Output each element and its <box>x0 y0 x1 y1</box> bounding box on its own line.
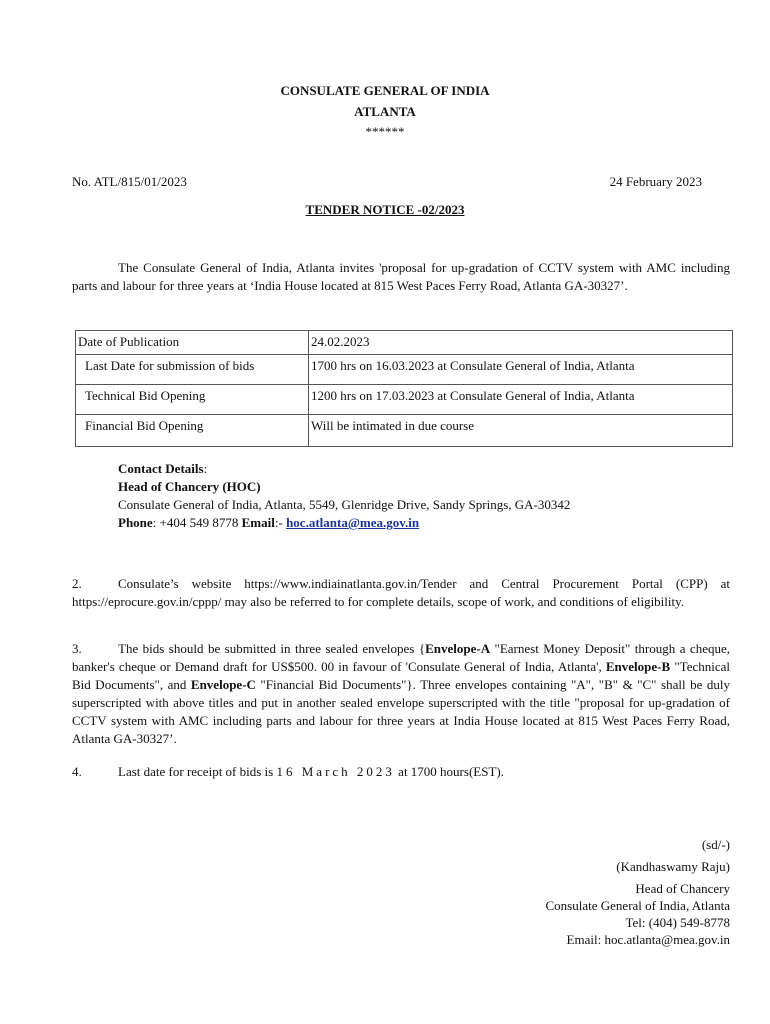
signatory-title: Head of Chancery <box>635 881 730 896</box>
table-row <box>76 331 733 355</box>
table-row <box>76 415 733 447</box>
paragraph-2 <box>72 575 730 611</box>
envelope-a-label: Envelope-A <box>425 641 491 656</box>
contact-address: Consulate General of India, Atlanta, 5549, Glenridge Drive, Sandy Springs, GA-30342 <box>118 497 571 512</box>
city-heading: ATLANTA <box>354 104 416 119</box>
notice-title: TENDER NOTICE -02/2023 <box>305 202 465 217</box>
schedule-label: Date of Publication <box>78 334 180 349</box>
table-row <box>76 355 733 385</box>
schedule-label: Last Date for submission of bids <box>85 358 255 373</box>
envelope-c-label: Envelope-C <box>190 677 256 692</box>
paragraph-2-number: 2. <box>72 576 82 591</box>
signatory-org: Consulate General of India, Atlanta <box>545 898 730 913</box>
email-label: Email <box>241 515 275 530</box>
signatory-email: Email: hoc.atlanta@mea.gov.in <box>566 932 730 947</box>
email-separator: :- <box>274 515 287 530</box>
table-row <box>76 385 733 415</box>
intro-text: The Consulate General of India, Atlanta invites 'proposal for up-gradation of CCTV system with AMC including parts and labour for three years at ‘India House located at 815 West Paces Ferry Road, Atlanta GA-30327’. <box>72 260 730 293</box>
phone-number: : +404 549 8778 <box>152 515 242 530</box>
signatory-name: (Kandhaswamy Raju) <box>616 859 730 874</box>
schedule-value: 1200 hrs on 17.03.2023 at Consulate General of India, Atlanta <box>311 388 635 403</box>
notice-date: 24 February 2023 <box>609 174 702 189</box>
schedule-value: 1700 hrs on 16.03.2023 at Consulate General of India, Atlanta <box>311 358 635 373</box>
paragraph-2-text: Consulate’s website https://www.indiainatlanta.gov.in/Tender and Central Procurement Portal (CPP) at https://eprocure.gov.in/cppp/ may also be referred to for complete details, scope of work, and conditions of eligibility. <box>72 576 730 609</box>
paragraph-4-number: 4. <box>72 764 82 779</box>
signature-sd: (sd/-) <box>701 837 730 852</box>
schedule-value: 24.02.2023 <box>311 334 370 349</box>
schedule-table <box>75 330 733 447</box>
org-heading: CONSULATE GENERAL OF INDIA <box>280 83 490 98</box>
signatory-tel: Tel: (404) 549-8778 <box>625 915 730 930</box>
envelope-b-label: Envelope-B <box>605 659 671 674</box>
deadline-date: 16 March 2023 <box>276 764 395 779</box>
paragraph-4: 4. Last date for receipt of bids is 16 March 2023 at 1700 hours(EST). <box>72 764 504 779</box>
email-link[interactable]: hoc.atlanta@mea.gov.in <box>286 515 420 530</box>
schedule-label: Financial Bid Opening <box>85 418 204 433</box>
paragraph-3: 3. The bids should be submitted in three sealed envelopes {Envelope-A "Earnest Money Deposit" through a cheque, banker's cheque or Demand draft for US$500. 00 in favour of 'Consulate General of India, Atlanta', Envelope-B "Technical Bid Documents", and Envelope-C "Financial Bid Documents"}. Three envelopes containing "A", "B" & "C" shall be duly superscripted with above titles and put in another sealed envelope superscripted with the title "proposal for up-gradation of CCTV system with AMC including parts and labour for three years at India House located at 815 West Paces Ferry Road, Atlanta GA-30327’. <box>72 641 730 746</box>
schedule-value: Will be intimated in due course <box>311 418 475 433</box>
contact-role: Head of Chancery (HOC) <box>118 479 261 494</box>
contact-heading: Contact Details <box>118 461 204 476</box>
paragraph-3-number: 3. <box>72 641 82 656</box>
contact-block: Contact Details: Head of Chancery (HOC) Consulate General of India, Atlanta, 5549, Glenridge Drive, Sandy Springs, GA-30342 Phone: +404 549 8778 Email:- hoc.atlanta@mea.gov.in <box>118 461 571 530</box>
reference-number: No. ATL/815/01/2023 <box>72 174 187 189</box>
schedule-label: Technical Bid Opening <box>85 388 206 403</box>
intro-paragraph <box>72 259 730 295</box>
signature-block <box>546 836 730 948</box>
phone-label: Phone <box>118 515 153 530</box>
stars-divider: ****** <box>365 124 405 139</box>
